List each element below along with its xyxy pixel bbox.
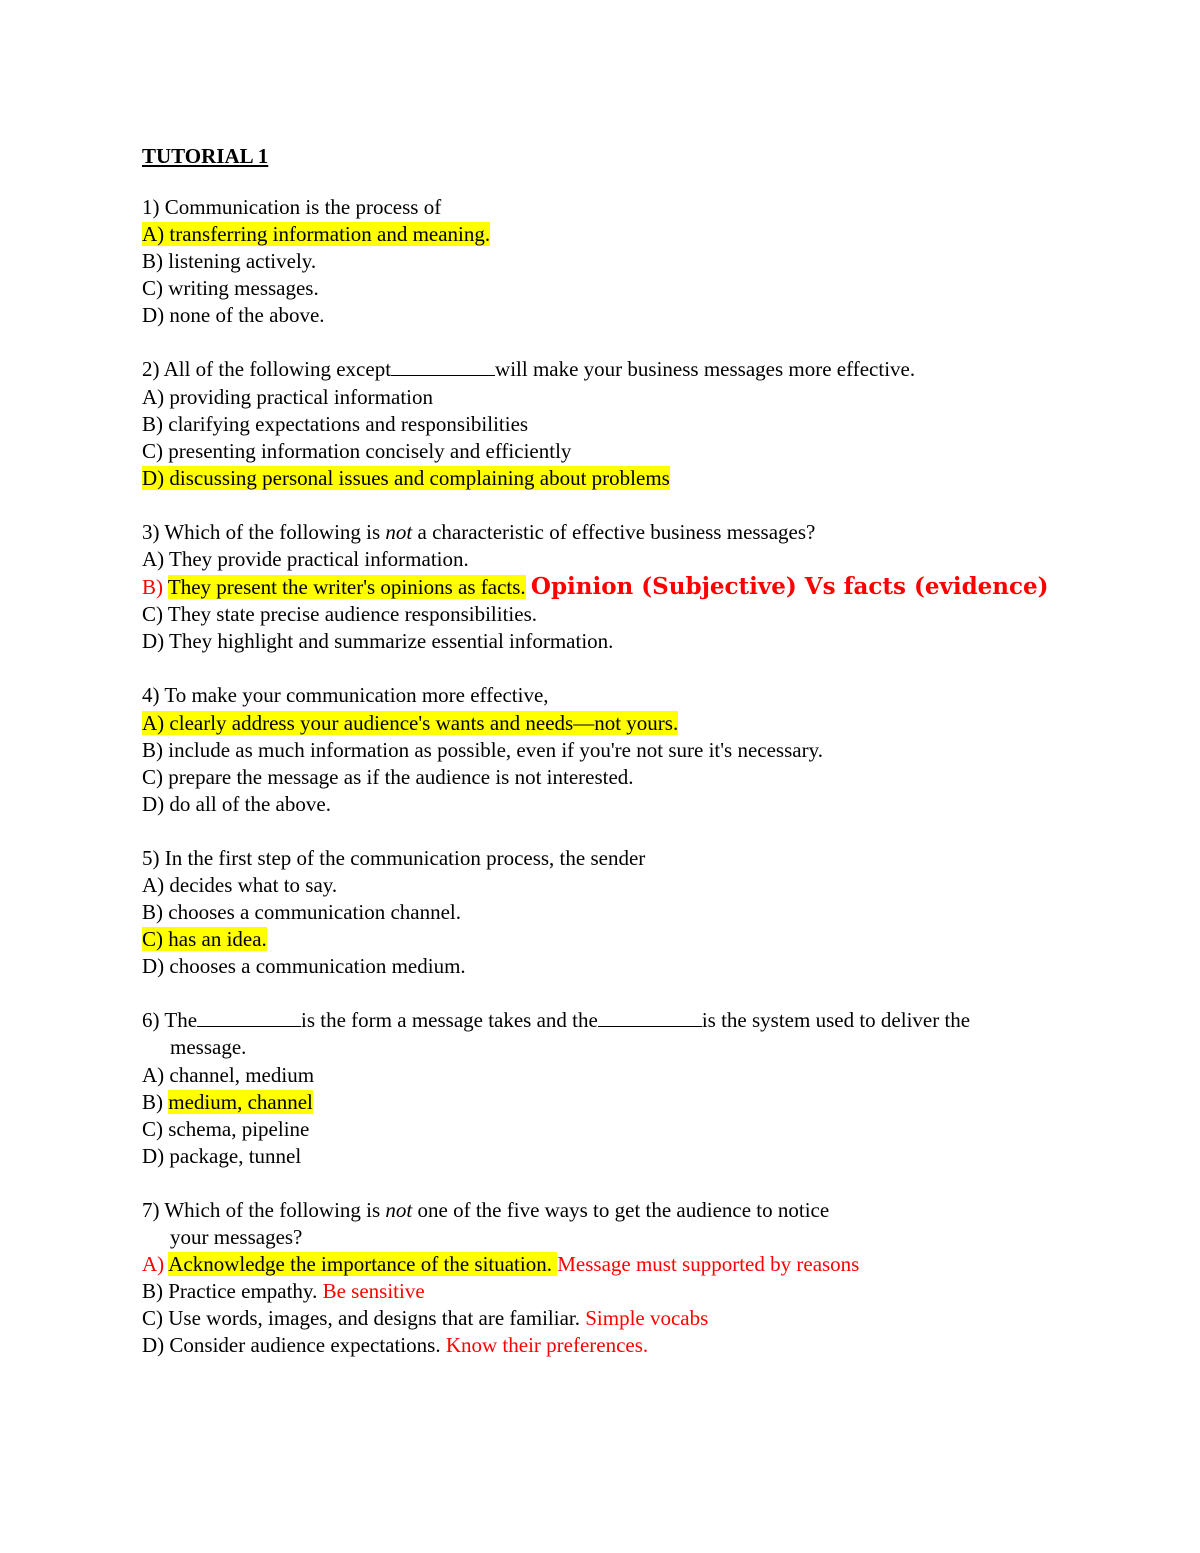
question-3-annotation: Opinion (Subjective) Vs facts (evidence) bbox=[530, 573, 1049, 601]
question-5-option-b: B) chooses a communication channel. bbox=[142, 900, 461, 925]
question-5 bbox=[142, 845, 1092, 980]
question-3-option-c: C) They state precise audience responsibilities. bbox=[142, 602, 537, 627]
question-3-option-b: B) They present the writer's opinions as facts. Opinion (Subjective) Vs facts (evidence) bbox=[142, 573, 1049, 601]
answer-blank bbox=[391, 357, 495, 376]
answer-blank bbox=[197, 1008, 301, 1027]
question-5-stem: 5) In the first step of the communication process, the sender bbox=[142, 845, 646, 870]
question-6-option-c: C) schema, pipeline bbox=[142, 1116, 310, 1141]
question-7 bbox=[142, 1197, 1092, 1360]
question-6-option-d: D) package, tunnel bbox=[142, 1143, 302, 1168]
question-7-option-a-note: Message must supported by reasons bbox=[557, 1252, 860, 1277]
question-5-option-c: C) has an idea. bbox=[142, 927, 267, 952]
question-1-option-d: D) none of the above. bbox=[142, 303, 325, 328]
question-2-stem: 2) All of the following except will make your business messages more effective. bbox=[142, 357, 916, 382]
question-1-stem: 1) Communication is the process of bbox=[142, 195, 442, 219]
question-3-option-d: D) They highlight and summarize essential information. bbox=[142, 629, 614, 654]
question-4-option-c: C) prepare the message as if the audience is not interested. bbox=[142, 764, 634, 789]
answer-blank bbox=[598, 1008, 702, 1027]
question-5-option-a: A) decides what to say. bbox=[142, 872, 338, 897]
document-title: TUTORIAL 1 bbox=[142, 144, 269, 168]
question-7-option-d: D) Consider audience expectations. Know their preferences. bbox=[142, 1333, 649, 1358]
question-3-option-a: A) They provide practical information. bbox=[142, 547, 469, 572]
question-3-stem: 3) Which of the following is not a characteristic of effective business messages? bbox=[142, 519, 816, 544]
question-5-option-d: D) chooses a communication medium. bbox=[142, 954, 466, 979]
question-2-option-c: C) presenting information concisely and efficiently bbox=[142, 438, 572, 463]
question-1-option-b: B) listening actively. bbox=[142, 249, 317, 274]
question-7-option-a: A) Acknowledge the importance of the situation. Message must supported by reasons bbox=[142, 1252, 860, 1277]
question-4-stem: 4) To make your communication more effective, bbox=[142, 683, 549, 708]
question-6-stem-continued: message. bbox=[170, 1035, 247, 1060]
question-4-option-b: B) include as much information as possible, even if you're not sure it's necessary. bbox=[142, 737, 823, 762]
question-1-option-a: A) transferring information and meaning. bbox=[142, 222, 491, 247]
question-4-option-d: D) do all of the above. bbox=[142, 791, 331, 816]
question-1-option-c: C) writing messages. bbox=[142, 276, 319, 301]
question-2-option-d: D) discussing personal issues and complaining about problems bbox=[142, 465, 670, 490]
question-6-stem: 6) The is the form a message takes and the is the system used to deliver the bbox=[142, 1008, 971, 1033]
document-page bbox=[142, 140, 1092, 1386]
question-2-option-a: A) providing practical information bbox=[142, 384, 433, 409]
question-7-option-c-note: Simple vocabs bbox=[585, 1306, 709, 1331]
question-7-option-b: B) Practice empathy. Be sensitive bbox=[142, 1279, 425, 1304]
question-2-option-b: B) clarifying expectations and responsibilities bbox=[142, 411, 529, 436]
question-6 bbox=[142, 1007, 1092, 1170]
question-6-option-b: B) medium, channel bbox=[142, 1089, 313, 1114]
question-1 bbox=[142, 194, 1092, 329]
question-3 bbox=[142, 519, 1092, 655]
question-7-stem-continued: your messages? bbox=[170, 1225, 303, 1249]
question-4 bbox=[142, 682, 1092, 817]
question-7-option-d-note: Know their preferences. bbox=[445, 1333, 649, 1358]
question-7-option-b-note: Be sensitive bbox=[322, 1279, 425, 1304]
question-2 bbox=[142, 356, 1092, 491]
question-7-option-c: C) Use words, images, and designs that are familiar. Simple vocabs bbox=[142, 1306, 709, 1331]
question-4-option-a: A) clearly address your audience's wants and needs—not yours. bbox=[142, 710, 679, 735]
question-6-option-a: A) channel, medium bbox=[142, 1062, 315, 1087]
question-7-stem: 7) Which of the following is not one of the five ways to get the audience to notice bbox=[142, 1197, 830, 1222]
